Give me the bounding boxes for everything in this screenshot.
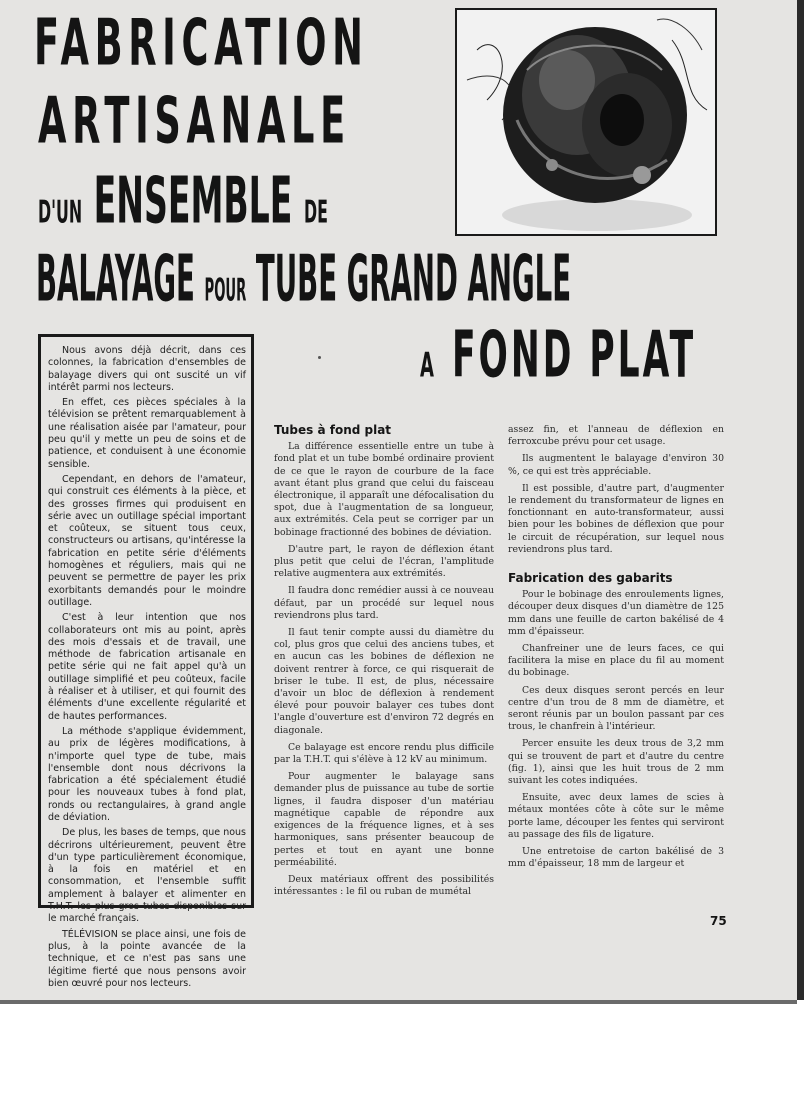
article-paragraph: Pour augmenter le balayage sans demander plus de puissance au tube de sortie lignes, il faudra disposer d'un matériau magnétique capable de répondre aux exigences de la fréquence lignes, et à ses harmoniques, sans présenter beaucoup de pertes et tout en ayant une bonne perméabilité. [274, 771, 494, 868]
article-paragraph: Deux matériaux offrent des possibilités intéressantes : le fil ou ruban de mumétal [274, 873, 494, 898]
page-number: 75 [710, 914, 727, 928]
intro-paragraph: TÉLÉVISION se place ainsi, une fois de plus, à la pointe avancée de la technique, et ce n'est pas sans une légitime fierté que nous pensons avoir bien œuvré pour nos lecteurs. [48, 928, 246, 989]
article-paragraph: Pour le bobinage des enroulements lignes, découper deux disques d'un diamètre de 125 mm dans une feuille de carton bakélisé de 4 mm d'épaisseur. [508, 589, 724, 637]
article-column-2 [274, 424, 494, 903]
print-speck [318, 356, 321, 359]
page-bottom-edge [0, 1000, 797, 1004]
article-column-3 [508, 424, 724, 876]
title-word: FOND PLAT [451, 316, 697, 392]
article-paragraph: Ensuite, avec deux lames de scies à métaux montées côte à côte sur le même porte lame, découper les fentes qui serviront au passage des fils de ligature. [508, 792, 724, 840]
title-word: ENSEMBLE [93, 162, 293, 238]
intro-paragraph: De plus, les bases de temps, que nous décrirons ultérieurement, peuvent être d'un type particulièrement économique, à la fois en matériel et en consommation, et l'ensemble suffit amplement à balayer et alimenter en T.H.T. les plus gros tubes disponibles sur le marché français. [48, 827, 246, 925]
article-paragraph: Il est possible, d'autre part, d'augmenter le rendement du transformateur de lignes en fonctionnant en auto-transformateur, aussi bien pour les bobines de déflexion que pour le circuit de récupération, sur lequel nous reviendrons plus tard. [508, 482, 724, 555]
title-word: ARTISANALE [38, 82, 351, 158]
article-paragraph: D'autre part, le rayon de déflexion étant plus petit que celui de l'écran, l'amplitude relative augmentera aux extrémités. [274, 543, 494, 580]
page-edge [797, 0, 804, 1000]
intro-text [48, 345, 246, 993]
intro-paragraph: C'est à leur intention que nos collaborateurs ont mis au point, après des mois d'essais et de travail, une méthode de fabrication artisanale en petite série qui ne fait appel qu'à un outillage simplifié et peu coûteux, facile à réaliser et à utiliser, et qui fournit des éléments d'une excellente régularité et de hautes performances. [48, 612, 246, 722]
section-heading: Tubes à fond plat [274, 423, 392, 437]
title-word: BALAYAGE [36, 240, 195, 316]
title-word-small: POUR [204, 274, 247, 309]
article-paragraph: assez fin, et l'anneau de déflexion en ferroxcube prévu pour cet usage. [508, 424, 724, 448]
article-paragraph: Ces deux disques seront percés en leur centre d'un trou de 8 mm de diamètre, et seront réunis par un boulon passant par ces trous, le chanfrein à l'intérieur. [508, 684, 724, 733]
section-heading: Fabrication des gabarits [508, 571, 673, 586]
title-line-5 [420, 316, 697, 392]
article-paragraph: Une entretoise de carton bakélisé de 3 mm d'épaisseur, 18 mm de largeur et [508, 846, 724, 870]
title-word-small: DE [303, 196, 328, 231]
title-word: FABRICATION [34, 4, 369, 80]
yoke-image [457, 10, 715, 234]
title-word: TUBE GRAND ANGLE [255, 240, 572, 316]
intro-paragraph: Nous avons déjà décrit, dans ces colonnes, la fabrication d'ensembles de balayage divers qui ont suscité un vif intérêt parmi nos lecteurs. [48, 345, 246, 393]
title-word-small: A [420, 345, 437, 385]
article-paragraph: Il faut tenir compte aussi du diamètre du col, plus gros que celui des anciens tubes, et en aucun cas les bobines de déflexion ne doivent rentrer à force, ce qui risquerait de briser le tube. Il est, de plus, nécessaire d'avoir un bloc de déflexion à rendement élevé pour pouvoir balayer ces tubes dont l'angle d'ouverture est d'environ 72 degrés en diagonale. [274, 627, 494, 736]
title-line-2 [38, 82, 351, 158]
title-line-1 [34, 4, 369, 80]
article-paragraph: Ce balayage est encore rendu plus difficile par la T.H.T. qui s'élève à 12 kV au minimum. [274, 741, 494, 766]
article-paragraph: Percer ensuite les deux trous de 3,2 mm qui se trouvent de part et d'autre du centre (fig. 1), ainsi que les huit trous de 2 mm suivant les cotes indiquées. [508, 738, 724, 787]
intro-paragraph: Cependant, en dehors de l'amateur, qui construit ces éléments à la pièce, et des grosses firmes qui produisent en série avec un outillage spécial important et coûteux, se situent tous ceux, constructeurs ou artisans, qu'intéresse la fabrication en petite série d'éléments homogènes et réguliers, mais qui ne peuvent se permettre de payer les prix exorbitants demandés pour le moindre outillage. [48, 473, 246, 608]
article-paragraph: Chanfreiner une de leurs faces, ce qui facilitera la mise en place du fil au moment du bobinage. [508, 643, 724, 679]
title-word-small: D'UN [38, 196, 83, 231]
intro-paragraph: La méthode s'applique évidemment, au prix de légères modifications, à n'importe quel type de tube, mais l'ensemble dont nous décrivons la fabrication a été spécialement étudié pour les nouveaux tubes à fond plat, ronds ou rectangulaires, à grand angle de déviation. [48, 725, 246, 823]
deflection-yoke-photo [455, 8, 717, 236]
article-paragraph: La différence essentielle entre un tube à fond plat et un tube bombé ordinaire provient de ce que le rayon de courbure de la face avant étant plus grand que celui du faisceau électronique, il apparaît une défocalisation du spot, due à l'augmentation de sa longueur, aux extrémités. Cela peut se corriger par un bobinage fractionné des bobines de déviation. [274, 441, 494, 538]
intro-paragraph: En effet, ces pièces spéciales à la télévision se prêtent remarquablement à une réalisation aisée par l'amateur, pour peu qu'il y mette un peu de soins et de patience, et conduisent à une économie sensible. [48, 397, 246, 470]
title-line-4 [36, 240, 572, 316]
title-line-3 [38, 162, 328, 238]
article-paragraph: Il faudra donc remédier aussi à ce nouveau défaut, par un procédé sur lequel nous reviendrons plus tard. [274, 585, 494, 621]
article-paragraph: Ils augmentent le balayage d'environ 30 %, ce qui est très appréciable. [508, 453, 724, 477]
intro-box [38, 334, 254, 989]
